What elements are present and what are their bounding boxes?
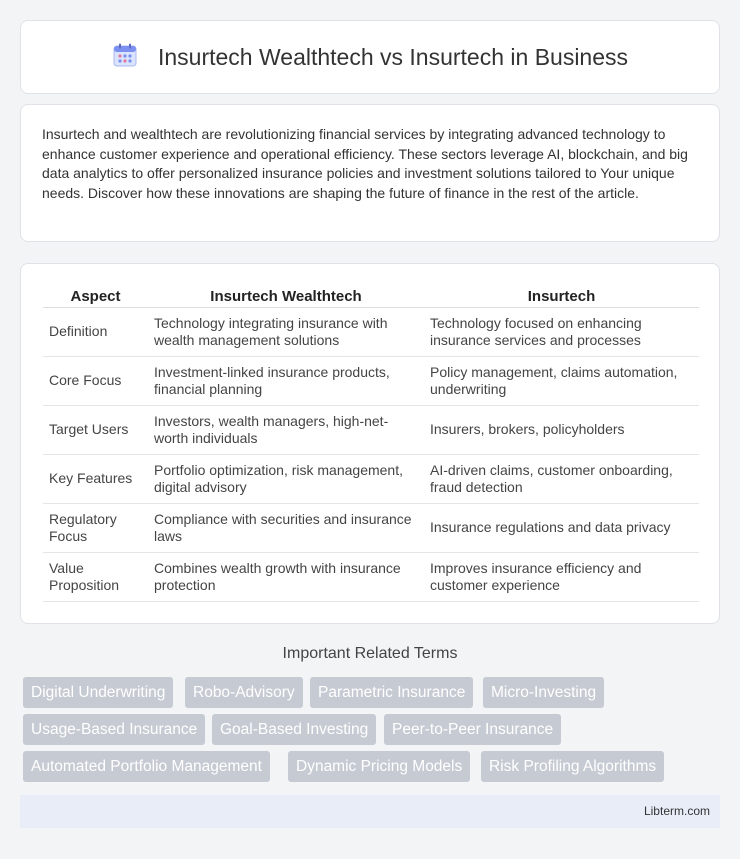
table-cell-wealthtech: Technology integrating insurance with wealth management solutions xyxy=(148,308,424,357)
intro-card xyxy=(20,104,720,242)
related-term-tag[interactable]: Peer-to-Peer Insurance xyxy=(384,714,561,745)
table-cell-aspect: Core Focus xyxy=(43,357,148,406)
related-term-tag[interactable]: Risk Profiling Algorithms xyxy=(481,751,664,782)
page-title: Insurtech Wealthtech vs Insurtech in Business xyxy=(157,43,629,70)
related-terms-title: Important Related Terms xyxy=(282,645,458,662)
footer xyxy=(20,795,720,828)
table-row xyxy=(43,308,699,357)
related-term-tag[interactable]: Robo-Advisory xyxy=(185,677,303,708)
table-cell-aspect: Target Users xyxy=(43,406,148,455)
table-row xyxy=(43,357,699,406)
related-term-tag[interactable]: Automated Portfolio Management xyxy=(23,751,270,782)
table-row xyxy=(43,455,699,504)
table-cell-wealthtech: Investment-linked insurance products, financial planning xyxy=(148,357,424,406)
table-row xyxy=(43,553,699,602)
table-header-wealthtech: Insurtech Wealthtech xyxy=(148,286,424,308)
table-row xyxy=(43,504,699,553)
table-cell-insurtech: Insurance regulations and data privacy xyxy=(424,504,699,553)
intro-paragraph: Insurtech and wealthtech are revolutionizing financial services by integrating advanced technology to enhance customer experience and operational efficiency. These sectors leverage AI, blockchain, and big data analytics to offer personalized insurance policies and investment solutions tailored to Your unique needs. Discover how these innovations are shaping the future of finance in the rest of the article. xyxy=(42,126,688,201)
table-row xyxy=(43,406,699,455)
table-cell-insurtech: AI-driven claims, customer onboarding, fraud detection xyxy=(424,455,699,504)
comparison-table xyxy=(43,286,699,602)
table-cell-wealthtech: Combines wealth growth with insurance protection xyxy=(148,553,424,602)
related-term-tag[interactable]: Parametric Insurance xyxy=(310,677,473,708)
table-cell-aspect: Value Proposition xyxy=(43,553,148,602)
related-term-tag[interactable]: Usage-Based Insurance xyxy=(23,714,205,745)
calendar-grid-icon xyxy=(112,42,138,73)
comparison-card xyxy=(20,263,720,624)
table-cell-wealthtech: Investors, wealth managers, high-net-worth individuals xyxy=(148,406,424,455)
table-cell-aspect: Regulatory Focus xyxy=(43,504,148,553)
title-card xyxy=(20,20,720,94)
title-wrap xyxy=(112,42,628,73)
footer-site-link[interactable]: Libterm.com xyxy=(643,804,710,818)
table-cell-insurtech: Insurers, brokers, policyholders xyxy=(424,406,699,455)
related-term-tag[interactable]: Dynamic Pricing Models xyxy=(288,751,470,782)
table-header-row xyxy=(43,286,699,308)
table-cell-insurtech: Policy management, claims automation, underwriting xyxy=(424,357,699,406)
related-term-tag[interactable]: Goal-Based Investing xyxy=(212,714,376,745)
related-term-tag[interactable]: Micro-Investing xyxy=(483,677,604,708)
table-cell-aspect: Key Features xyxy=(43,455,148,504)
table-cell-insurtech: Technology focused on enhancing insurance services and processes xyxy=(424,308,699,357)
related-term-tag[interactable]: Digital Underwriting xyxy=(23,677,173,708)
table-header-insurtech: Insurtech xyxy=(424,286,699,308)
table-cell-insurtech: Improves insurance efficiency and customer experience xyxy=(424,553,699,602)
table-cell-aspect: Definition xyxy=(43,308,148,357)
table-cell-wealthtech: Compliance with securities and insurance laws xyxy=(148,504,424,553)
table-header-aspect: Aspect xyxy=(43,286,148,308)
table-cell-wealthtech: Portfolio optimization, risk management, digital advisory xyxy=(148,455,424,504)
